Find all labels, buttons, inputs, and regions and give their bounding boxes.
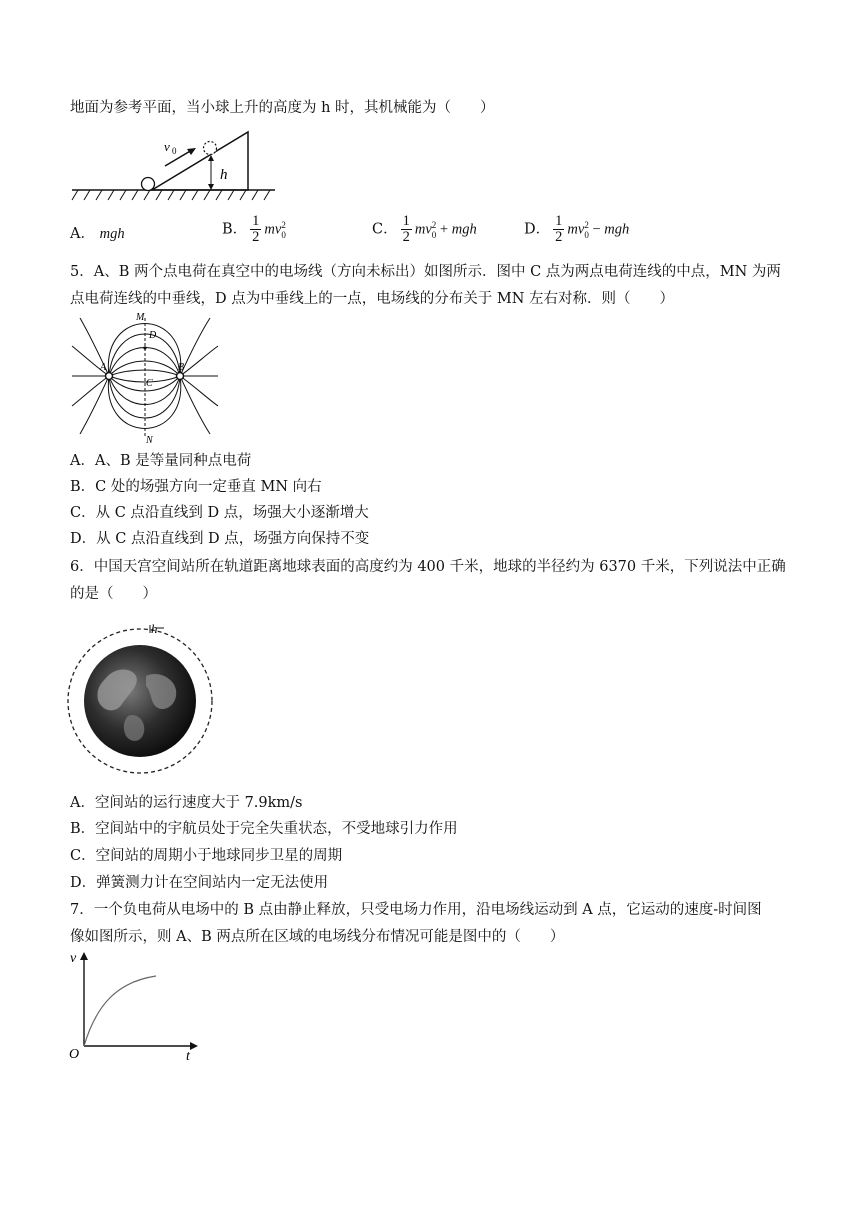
- q4-option-b: B． $\frac{1}{2}$ mv 2 0: [222, 213, 286, 245]
- q4-option-c: C． $\frac{1}{2}$ mv 2 0 + mgh: [372, 213, 477, 245]
- q4-option-d: D． $\frac{1}{2}$ mv 2 0 − mgh: [524, 213, 630, 245]
- q6-option-b: B．空间站中的宇航员处于完全失重状态，不受地球引力作用: [70, 821, 458, 837]
- origin-label: O: [69, 1047, 80, 1062]
- earth-orbit-figure: [66, 616, 216, 782]
- q4-option-a: A． mgh: [70, 226, 125, 242]
- vt-graph: [66, 946, 206, 1062]
- orbit-h-label: h: [151, 621, 158, 636]
- q5-option-c: C．从 C 点沿直线到 D 点，场强大小逐渐增大: [70, 505, 369, 521]
- q6-stem-line1: 6．中国天宫空间站所在轨道距离地球表面的高度约为 400 千米，地球的半径约为 6370 千米，下列说法中正确: [70, 559, 786, 575]
- q5-stem-line1: 5．A、B 两个点电荷在真空中的电场线（方向未标出）如图所示．图中 C 点为两点电荷连线的中点，MN 为两: [70, 264, 781, 280]
- v-axis-label: v: [70, 951, 77, 966]
- q5-stem-line2: 点电荷连线的中垂线，D 点为中垂线上的一点，电场线的分布关于 MN 左右对称．则（ ）: [70, 291, 674, 307]
- svg-text:0: 0: [172, 146, 177, 156]
- label-d: D: [149, 330, 157, 341]
- q5-option-d: D．从 C 点沿直线到 D 点，场强方向保持不变: [70, 531, 370, 547]
- q5-option-b: B．C 处的场强方向一定垂直 MN 向右: [70, 479, 322, 495]
- q6-option-a: A．空间站的运行速度大于 7.9km/s: [70, 795, 303, 811]
- h-label: h: [220, 167, 228, 183]
- q6-option-c: C．空间站的周期小于地球同步卫星的周期: [70, 848, 343, 864]
- label-n: N: [146, 435, 153, 444]
- v0-label: v: [164, 139, 170, 154]
- incline-figure: [70, 128, 280, 208]
- label-c: C: [146, 378, 153, 389]
- label-m: M: [136, 312, 145, 323]
- q6-stem-line2: 的是（ ）: [70, 586, 157, 602]
- ball: [142, 178, 155, 191]
- q4-stem: 地面为参考平面，当小球上升的高度为 h 时，其机械能为（ ）: [70, 100, 495, 116]
- ball-raised: [204, 142, 217, 155]
- q6-option-d: D．弹簧测力计在空间站内一定无法使用: [70, 875, 329, 891]
- t-axis-label: t: [186, 1049, 190, 1062]
- q7-stem-line1: 7．一个负电荷从电场中的 B 点由静止释放，只受电场力作用，沿电场线运动到 A 点，它运动的速度-时间图: [70, 902, 762, 918]
- q7-stem-line2: 像如图所示，则 A、B 两点所在区域的电场线分布情况可能是图中的（ ）: [70, 929, 565, 945]
- vt-curve: [84, 976, 156, 1046]
- field-lines-figure: [70, 312, 220, 444]
- label-b: B: [178, 362, 185, 373]
- label-a: A: [100, 362, 107, 373]
- q5-option-a: A．A、B 是等量同种点电荷: [70, 453, 252, 469]
